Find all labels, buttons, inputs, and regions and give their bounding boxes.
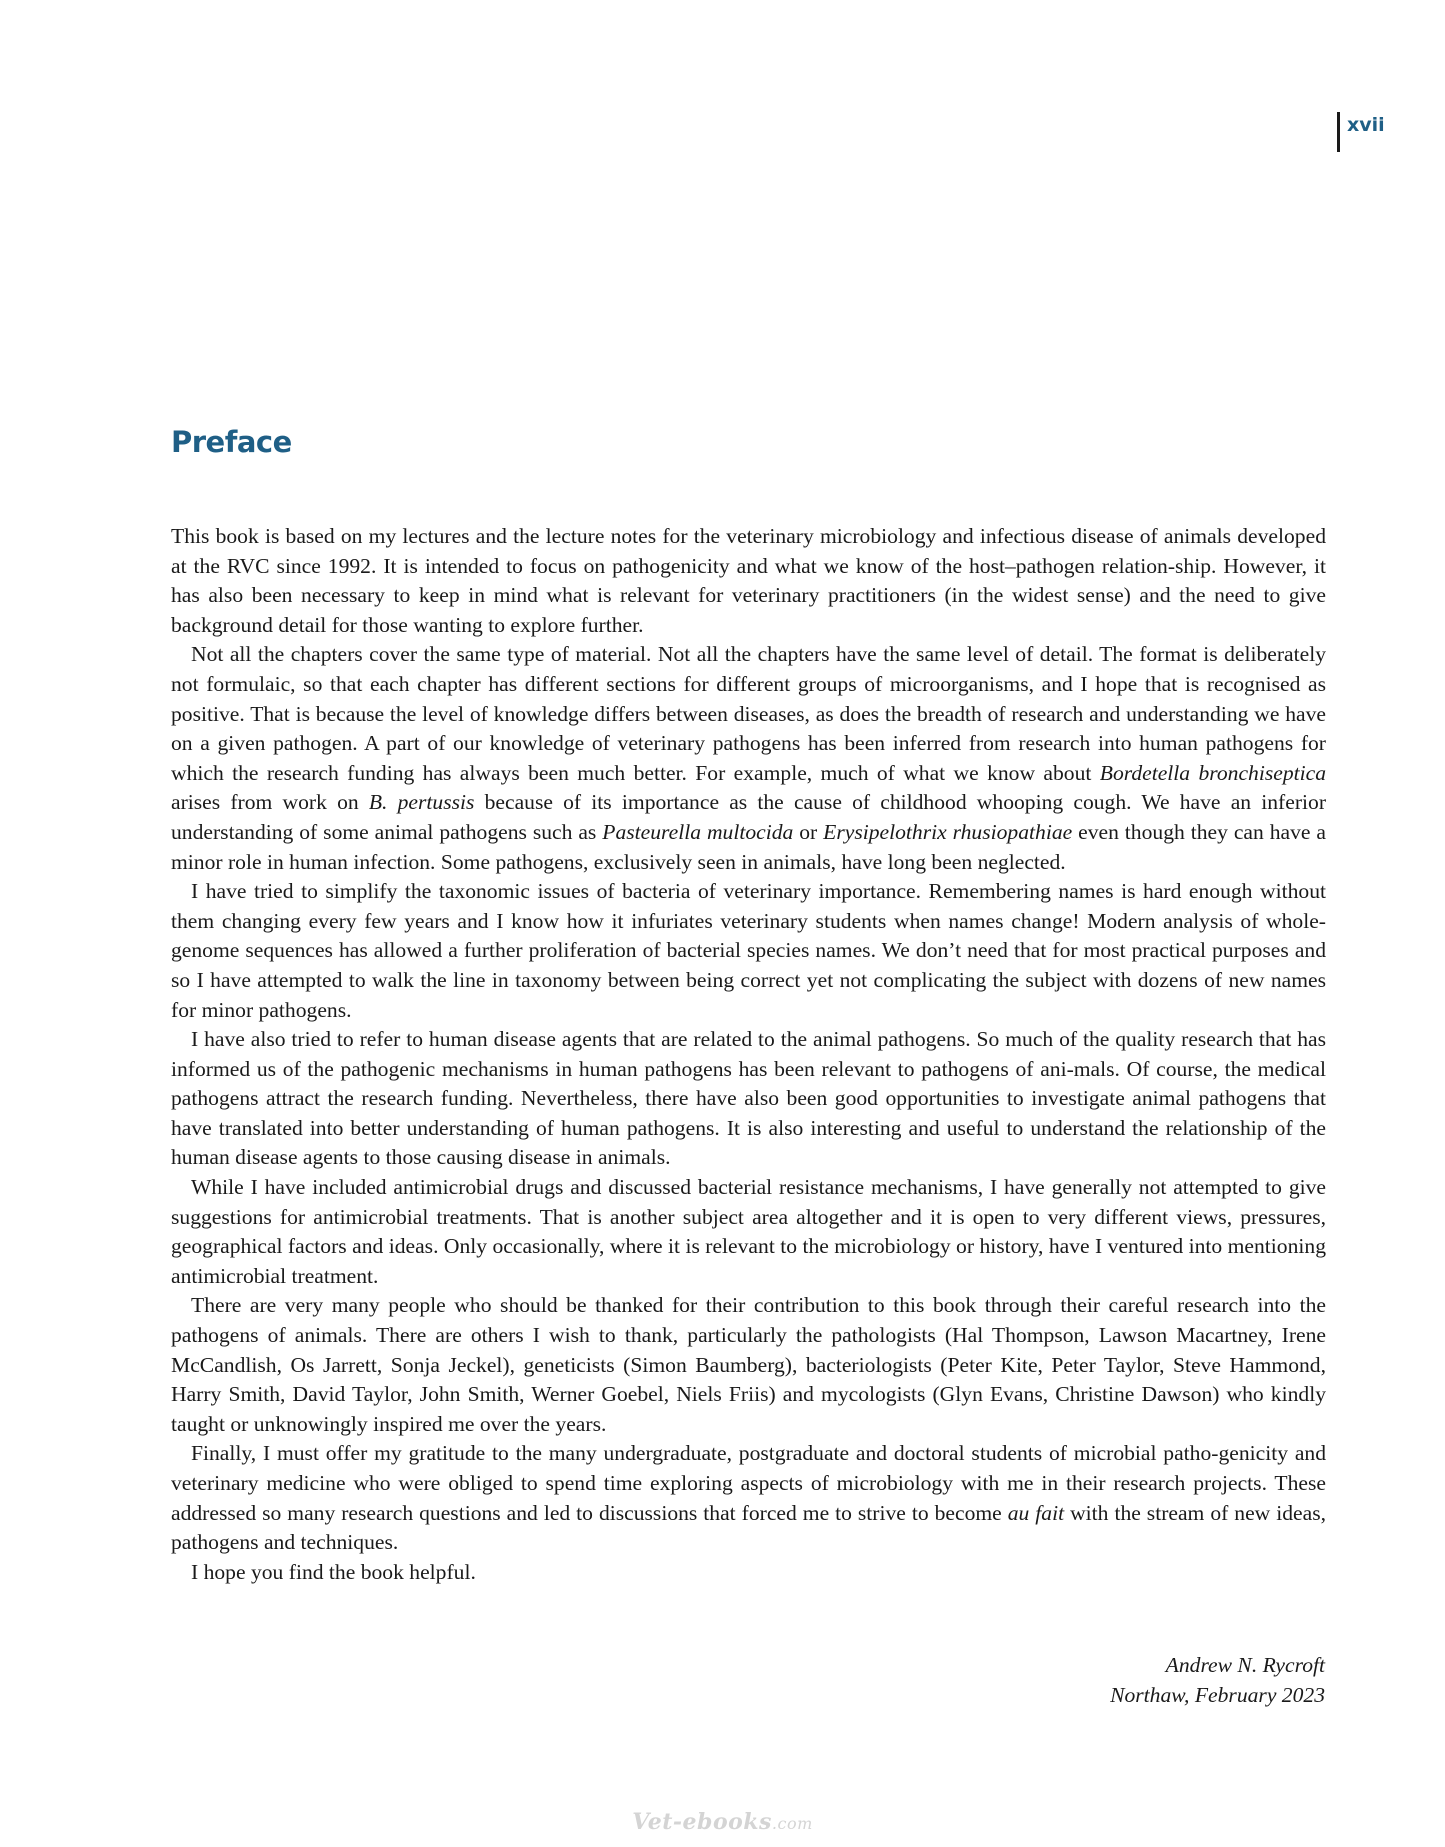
paragraph: There are very many people who should be thanked for their contribution to this book through their careful research into the pathogens of animals. There are others I wish to thank, particularly the pathologists (Hal Thompson, Lawson Macartney, Irene McCandlish, Os Jarrett, Sonja Jeckel), geneticists (Simon Baumberg), bacteriologists (Peter Kite, Peter Taylor, Steve Hammond, Harry Smith, David Taylor, John Smith, Werner Goebel, Niels Friis) and mycologists (Glyn Evans, Christine Dawson) who kindly taught or unknowingly inspired me over the years.	[171, 1293, 1326, 1436]
place-date: Northaw, February 2023	[1110, 1682, 1325, 1707]
signature-block	[1110, 1651, 1325, 1710]
paragraph: I have also tried to refer to human disease agents that are related to the animal pathogens. So much of the quality research that has informed us of the pathogenic mechanisms in human pathogens has been relevant to pathogens of ani-mals. Of course, the medical pathogens attract the research funding. Nevertheless, there have also been good opportunities to investigate animal pathogens that have translated into better understanding of human pathogens. It is also interesting and useful to understand the relationship of the human disease agents to those causing disease in animals.	[171, 1027, 1326, 1170]
watermark-logo	[0, 1809, 1445, 1835]
paragraph: This book is based on my lectures and the lecture notes for the veterinary microbiology and infectious disease of animals developed at the RVC since 1992. It is intended to focus on pathogenicity and what we know of the host–pathogen relation-ship. However, it has also been necessary to keep in mind what is relevant for veterinary practitioners (in the widest sense) and the need to give background detail for those wanting to explore further.	[171, 524, 1326, 637]
paragraph: I have tried to simplify the taxonomic issues of bacteria of veterinary importance. Remembering names is hard enough without them changing every few years and I know how it infuriates veterinary students when names change! Modern analysis of whole-genome sequences has allowed a further proliferation of bacterial species names. We don’t need that for most practical purposes and so I have attempted to walk the line in taxonomy between being correct yet not complicating the subject with dozens of new names for minor pathogens.	[171, 879, 1326, 1022]
page-number: xvii	[1347, 114, 1385, 136]
page-number-rule	[1337, 112, 1340, 152]
paragraph: While I have included antimicrobial drugs and discussed bacterial resistance mechanisms, I have generally not attempted to give suggestions for antimicrobial treatments. That is another subject area altogether and it is open to very different views, pressures, geographical factors and ideas. Only occasionally, where it is relevant to the microbiology or history, have I ventured into mentioning antimicrobial treatment.	[171, 1175, 1326, 1288]
author-name: Andrew N. Rycroft	[1165, 1653, 1325, 1677]
preface-body	[171, 522, 1326, 1587]
page-title: Preface	[171, 425, 292, 459]
watermark-suffix: .com	[771, 1814, 813, 1833]
watermark-text: Vet-ebooks	[632, 1809, 772, 1835]
paragraph: Not all the chapters cover the same type of material. Not all the chapters have the same level of detail. The format is deliberately not formulaic, so that each chapter has different sections for different groups of microorganisms, and I hope that is recognised as positive. That is because the level of knowledge differs between diseases, as does the breadth of research and understanding we have on a given pathogen. A part of our knowledge of veterinary pathogens has been inferred from research into human pathogens for which the research funding has always been much better. For example, much of what we know about Bordetella bronchiseptica arises from work on B. pertussis because of its importance as the cause of childhood whooping cough. We have an inferior understanding of some animal pathogens such as Pasteurella multocida or Erysipelothrix rhusiopathiae even though they can have a minor role in human infection. Some pathogens, exclusively seen in animals, have long been neglected.	[171, 642, 1327, 874]
paragraph: I hope you find the book helpful.	[191, 1559, 476, 1584]
paragraph: Finally, I must offer my gratitude to the many undergraduate, postgraduate and doctoral students of microbial patho-genicity and veterinary medicine who were obliged to spend time exploring aspects of microbiology with me in their research projects. These addressed so many research questions and led to discussions that forced me to strive to become au fait with the stream of new ideas, pathogens and techniques.	[171, 1441, 1327, 1555]
